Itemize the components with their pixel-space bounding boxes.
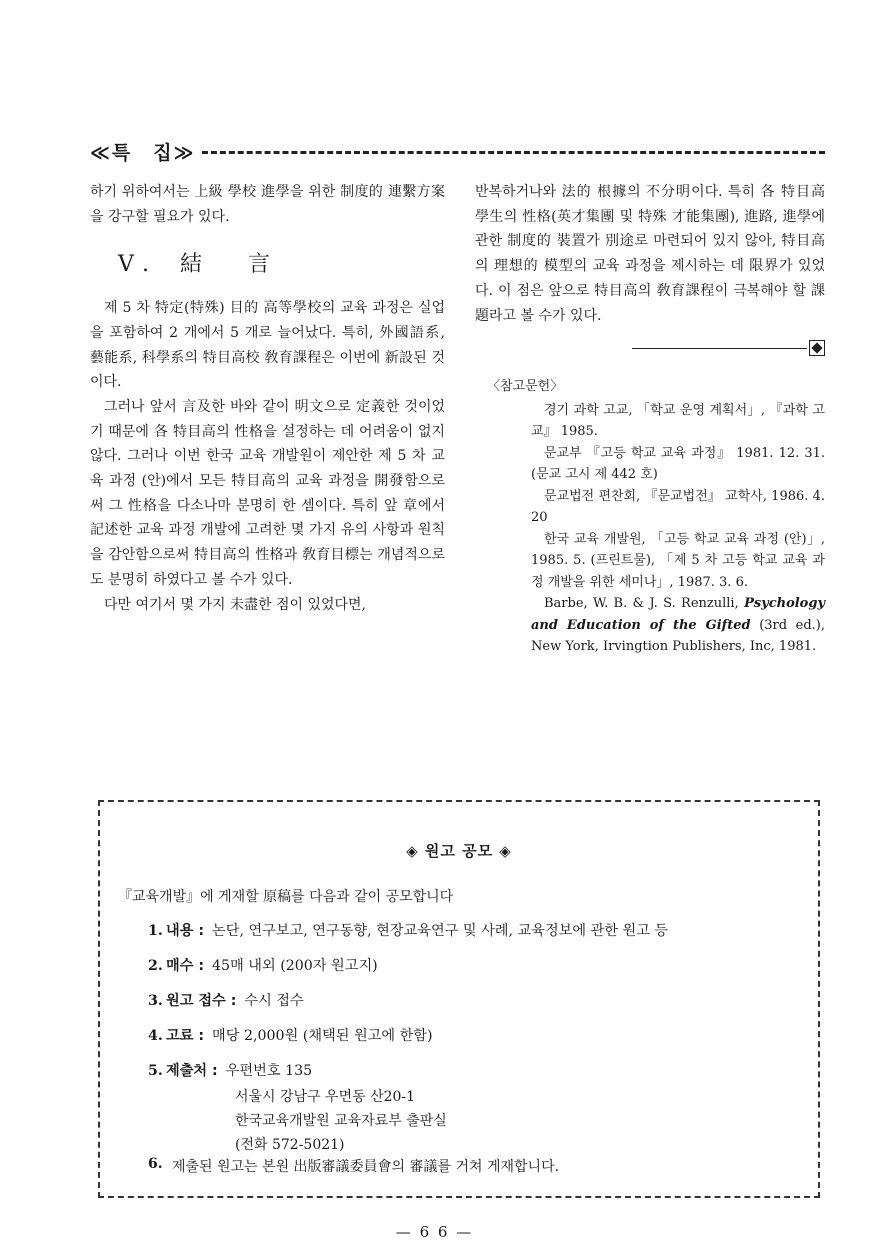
address-line: (전화 572-5021) [235,1137,345,1153]
diamond-box-icon [809,340,825,356]
reference-title: Psychology and Education of the Gifted [531,596,826,633]
notice-item-text: 우편번호 135 [225,1063,313,1079]
left-paragraph-2: 제 5 차 特定(特殊) 目的 高等學校의 교육 과정은 실업을 포함하여 2 개에서 5 개로 늘어났다. 특히, 外國語系, 藝能系, 科學系의 特目高校 敎育課程은 이번에 新設된 것이다. [90,300,445,391]
reference-item: 한국 교육 개발원, 「고등 학교 교육 과정 (안)」, 1985. 5. (프린트물), 「제 5 차 고등 학교 교육 과정 개발을 위한 세미나」, 1987. 3. 6. [531,531,825,590]
reference-item: 문교부 『고등 학교 교육 과정』 1981. 12. 31. (문교 고시 제 442 호) [531,445,825,483]
references-heading: 〈참고문헌〉 [487,379,564,395]
conclusion-heading: V. 結 言 [118,252,283,278]
reference-details: (3rd ed.), New York, Irvingtion Publishers, Inc, 1981. [531,617,825,655]
notice-item-number: 6. [148,1156,163,1172]
address-block [235,1085,447,1157]
right-column [475,180,825,658]
left-paragraph-4: 다만 여기서 몇 가지 未盡한 점이 있었다면, [104,596,367,613]
left-column [90,180,445,617]
notice-list [148,920,798,1095]
reference-item-english [475,593,825,658]
notice-item-text: 매당 2,000원 (채택된 원고에 한함) [212,1028,433,1044]
notice-item-text: 45매 내외 (200자 원고지) [212,958,378,974]
reference-authors: Barbe, W. B. & J. S. Renzulli, [544,596,739,612]
manuscript-call-box [98,800,820,1198]
end-of-article-mark [632,340,825,356]
notice-item-label: 매수 : [166,958,205,974]
notice-item-label: 원고 접수 : [166,993,237,1009]
section-header [90,138,825,164]
notice-item-text: 논단, 연구보고, 연구동향, 현장교육연구 및 사례, 교육정보에 관한 원고 등 [212,923,669,939]
end-line [632,348,807,349]
notice-item [148,1025,798,1047]
address-line: 서울시 강남구 우면동 산20-1 [235,1089,416,1105]
notice-item-number: 5. [148,1063,163,1079]
page-number: — 6 6 — [395,1223,474,1241]
notice-item-number: 3. [148,993,163,1009]
notice-item-text: 제출된 원고는 본원 出版審議委員會의 審議를 거쳐 게재합니다. [172,1159,560,1175]
notice-item-last [148,1156,559,1176]
right-paragraph-1: 반복하거나와 法的 根據의 不分明이다. 특히 各 特目高 學生의 性格(英才集團 및 特殊 才能集團), 進路, 進學에 관한 制度的 裝置가 別途로 마련되어 있지 않아, 特目高의 理想的 模型의 교육 과정을 제시하는 데 限界가 있었다. 이 점은 앞으로 特目高의 敎育課程이 극복해야 할 課題라고 볼 수가 있다. [475,184,825,324]
notice-intro: 『교육개발』에 게재할 原稿를 다음과 같이 공모합니다 [118,889,454,905]
references [475,356,825,658]
left-paragraph-3: 그러나 앞서 言及한 바와 같이 明文으로 定義한 것이었기 때문에 各 特目高의 性格을 설정하는 데 어려움이 없지 않다. 그러나 이번 한국 교육 개발원이 제안한 제 5 차 교육 과정 (안)에서 모든 特目高의 교육 과정을 開發함으로써 그 性格을 다소나마 분명히 한 셈이다. 특히 앞 章에서 記述한 교육 과정 개발에 고려한 몇 가지 유의 사항과 원칙을 감안함으로써 特目高의 性格과 敎育目標는 개념적으로도 분명히 하였다고 볼 수가 있다. [90,398,445,588]
reference-item: 문교법전 편찬회, 『문교법전』 교학사, 1986. 4. 20 [531,488,825,526]
notice-item-number: 1. [148,923,163,939]
notice-item-number: 2. [148,958,163,974]
section-label: ≪특 집≫ [90,141,196,164]
notice-item-label: 고료 : [166,1028,205,1044]
notice-item [148,1060,798,1082]
notice-item-label: 내용 : [166,923,205,939]
section-divider [202,151,826,154]
notice-item [148,955,798,977]
reference-item: 경기 과학 고교, 「학교 운영 계획서」, 『과학 고교』 1985. [531,402,825,440]
notice-item [148,920,798,942]
notice-item [148,990,798,1012]
notice-item-text: 수시 접수 [244,993,304,1009]
notice-title: ◈ 원고 공모 ◈ [406,842,512,860]
notice-item-number: 4. [148,1028,163,1044]
address-line: 한국교육개발원 교육자료부 출판실 [235,1113,447,1129]
left-paragraph-1: 하기 위하여서는 上級 學校 進學을 위한 制度的 連繫方案을 강구할 필요가 있다. [90,184,445,225]
notice-item-label: 제출처 : [166,1063,218,1079]
